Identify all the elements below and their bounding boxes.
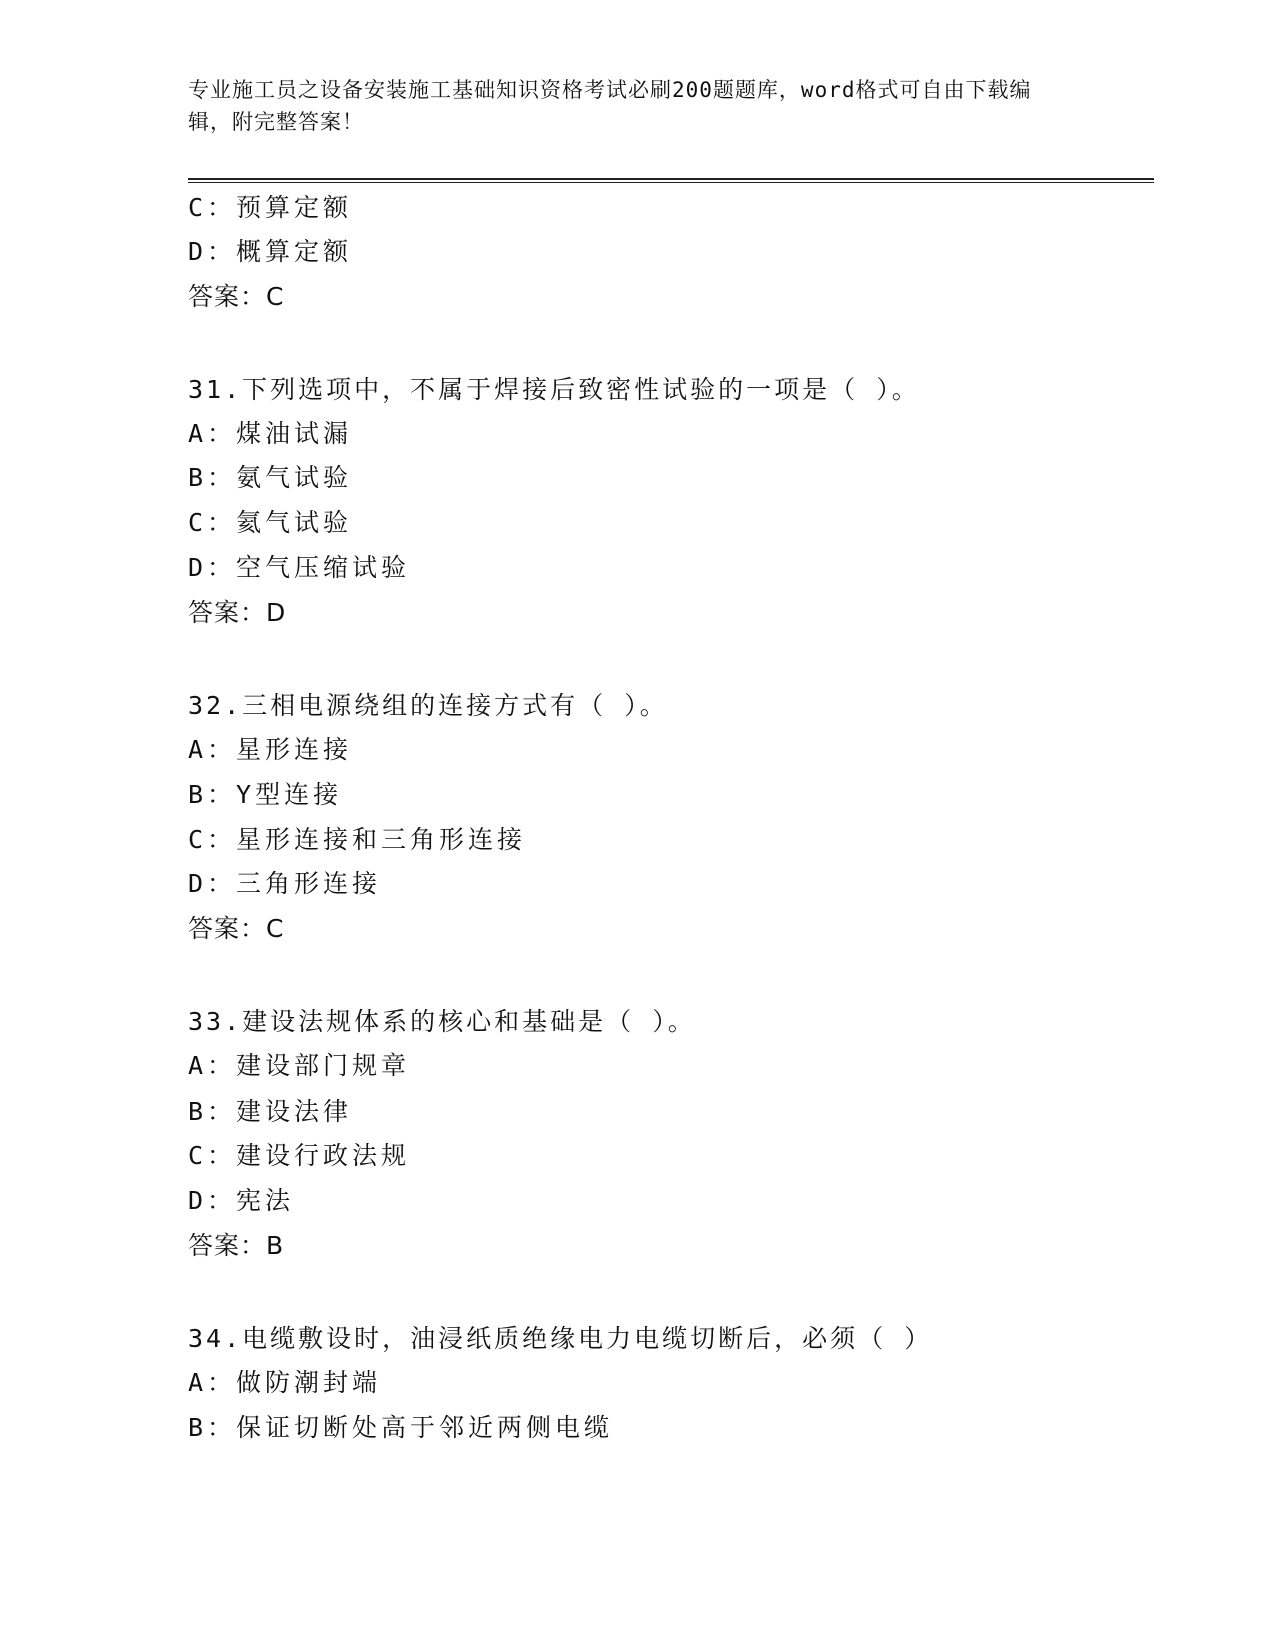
question-32: 32.三相电源绕组的连接方式有（ ）。 [188, 691, 668, 720]
option-b: B：保证切断处高于邻近两侧电缆 [188, 1413, 614, 1442]
option-a: A：建设部门规章 [188, 1051, 411, 1080]
option-d: D：概算定额 [188, 237, 353, 266]
option-c: C：建设行政法规 [188, 1141, 411, 1170]
answer-line: 答案：B [188, 1231, 285, 1260]
option-d: D：宪法 [188, 1186, 295, 1215]
option-d: D：三角形连接 [188, 869, 382, 898]
option-c: C：氦气试验 [188, 508, 353, 537]
answer-line: 答案：D [188, 598, 287, 627]
option-d: D：空气压缩试验 [188, 553, 411, 582]
option-b: B：建设法律 [188, 1097, 353, 1126]
answer-line: 答案：C [188, 282, 285, 311]
option-c: C：预算定额 [188, 193, 353, 222]
option-c: C：星形连接和三角形连接 [188, 825, 527, 854]
answer-line: 答案：C [188, 914, 285, 943]
option-a: A：星形连接 [188, 735, 353, 764]
question-33: 33.建设法规体系的核心和基础是（ ）。 [188, 1007, 696, 1036]
header-divider [188, 178, 1154, 183]
option-a: A：做防潮封端 [188, 1368, 382, 1397]
option-b: B：Y型连接 [188, 780, 343, 809]
option-b: B：氨气试验 [188, 463, 353, 492]
question-31: 31.下列选项中，不属于焊接后致密性试验的一项是（ ）。 [188, 375, 920, 404]
document-header: 专业施工员之设备安装施工基础知识资格考试必刷200题题库，word格式可自由下载编辑，附完整答案！ [188, 78, 1032, 134]
option-a: A：煤油试漏 [188, 419, 353, 448]
question-34: 34.电缆敷设时，油浸纸质绝缘电力电缆切断后，必须（ ） [188, 1324, 933, 1353]
